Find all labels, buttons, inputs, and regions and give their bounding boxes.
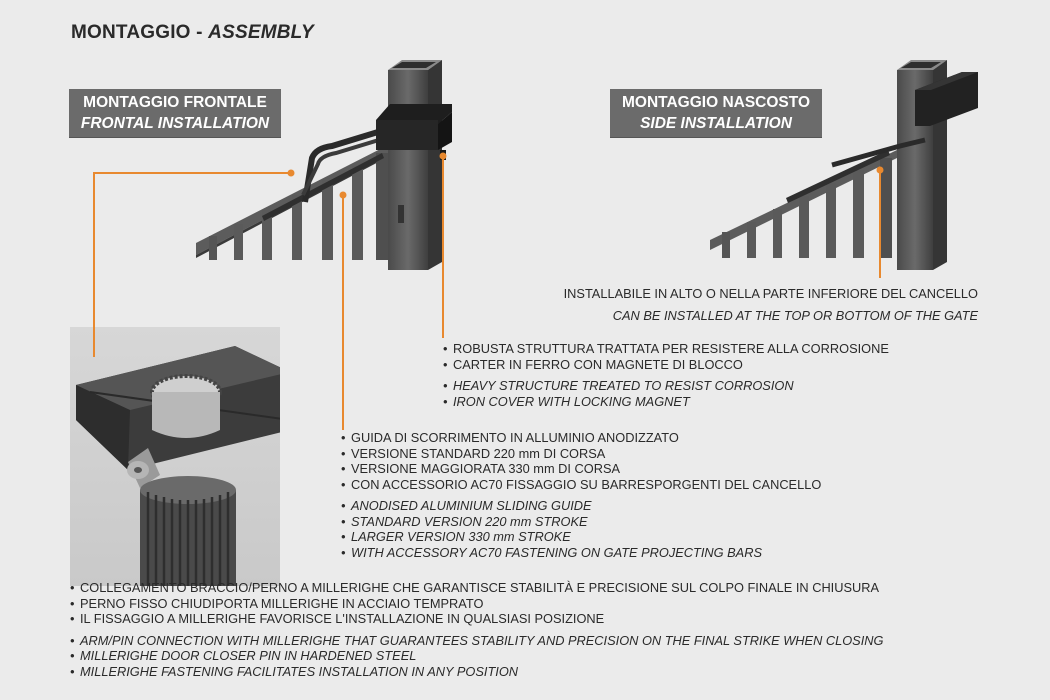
- list-item: • CARTER IN FERRO CON MAGNETE DI BLOCCO: [443, 357, 889, 373]
- guide-notes: [341, 430, 821, 560]
- list-item: • HEAVY STRUCTURE TREATED TO RESIST CORROSION: [443, 378, 889, 394]
- side-badge-line2: SIDE INSTALLATION: [640, 115, 792, 132]
- title-italic: ASSEMBLY: [208, 22, 314, 43]
- page-title: [71, 22, 314, 44]
- list-item: • COLLEGAMENTO BRACCIO/PERNO A MILLERIGHE CHE GARANTISCE STABILITÀ E PRECISIONE SUL COLPO FINALE IN CHIUSURA: [70, 580, 883, 596]
- frontal-badge-line1: MONTAGGIO FRONTALE: [83, 94, 267, 111]
- side-installation-badge: [610, 89, 822, 137]
- list-item: • WITH ACCESSORY AC70 FASTENING ON GATE PROJECTING BARS: [341, 545, 821, 561]
- list-item: • CON ACCESSORIO AC70 FISSAGGIO SU BARRESPORGENTI DEL CANCELLO: [341, 477, 821, 493]
- side-installation-note: [564, 283, 978, 327]
- list-item: • PERNO FISSO CHIUDIPORTA MILLERIGHE IN ACCIAIO TEMPRATO: [70, 596, 883, 612]
- structure-notes: [443, 341, 889, 409]
- list-item: • MILLERIGHE DOOR CLOSER PIN IN HARDENED STEEL: [70, 648, 883, 664]
- title-main: MONTAGGIO -: [71, 22, 203, 43]
- list-item: • VERSIONE MAGGIORATA 330 mm DI CORSA: [341, 461, 821, 477]
- list-item: • IRON COVER WITH LOCKING MAGNET: [443, 394, 889, 410]
- frontal-installation-badge: [69, 89, 281, 137]
- list-item: • ROBUSTA STRUTTURA TRATTATA PER RESISTERE ALLA CORROSIONE: [443, 341, 889, 357]
- arm-pin-notes: [70, 580, 883, 679]
- list-item: • GUIDA DI SCORRIMENTO IN ALLUMINIO ANODIZZATO: [341, 430, 821, 446]
- list-item: • LARGER VERSION 330 mm STROKE: [341, 529, 821, 545]
- frontal-badge-line2: FRONTAL INSTALLATION: [80, 115, 270, 132]
- list-item: • ARM/PIN CONNECTION WITH MILLERIGHE THAT GUARANTEES STABILITY AND PRECISION ON THE FINAL STRIKE WHEN CLOSING: [70, 633, 883, 649]
- side-note-en: CAN BE INSTALLED AT THE TOP OR BOTTOM OF THE GATE: [612, 308, 978, 323]
- list-item: • STANDARD VERSION 220 mm STROKE: [341, 514, 821, 530]
- list-item: • ANODISED ALUMINIUM SLIDING GUIDE: [341, 498, 821, 514]
- side-note-it: INSTALLABILE IN ALTO O NELLA PARTE INFERIORE DEL CANCELLO: [563, 286, 978, 301]
- side-badge-line1: MONTAGGIO NASCOSTO: [621, 94, 810, 111]
- list-item: • MILLERIGHE FASTENING FACILITATES INSTALLATION IN ANY POSITION: [70, 664, 883, 680]
- list-item: • IL FISSAGGIO A MILLERIGHE FAVORISCE L'INSTALLAZIONE IN QUALSIASI POSIZIONE: [70, 611, 883, 627]
- pin-detail-image: [70, 327, 290, 590]
- list-item: • VERSIONE STANDARD 220 mm DI CORSA: [341, 446, 821, 462]
